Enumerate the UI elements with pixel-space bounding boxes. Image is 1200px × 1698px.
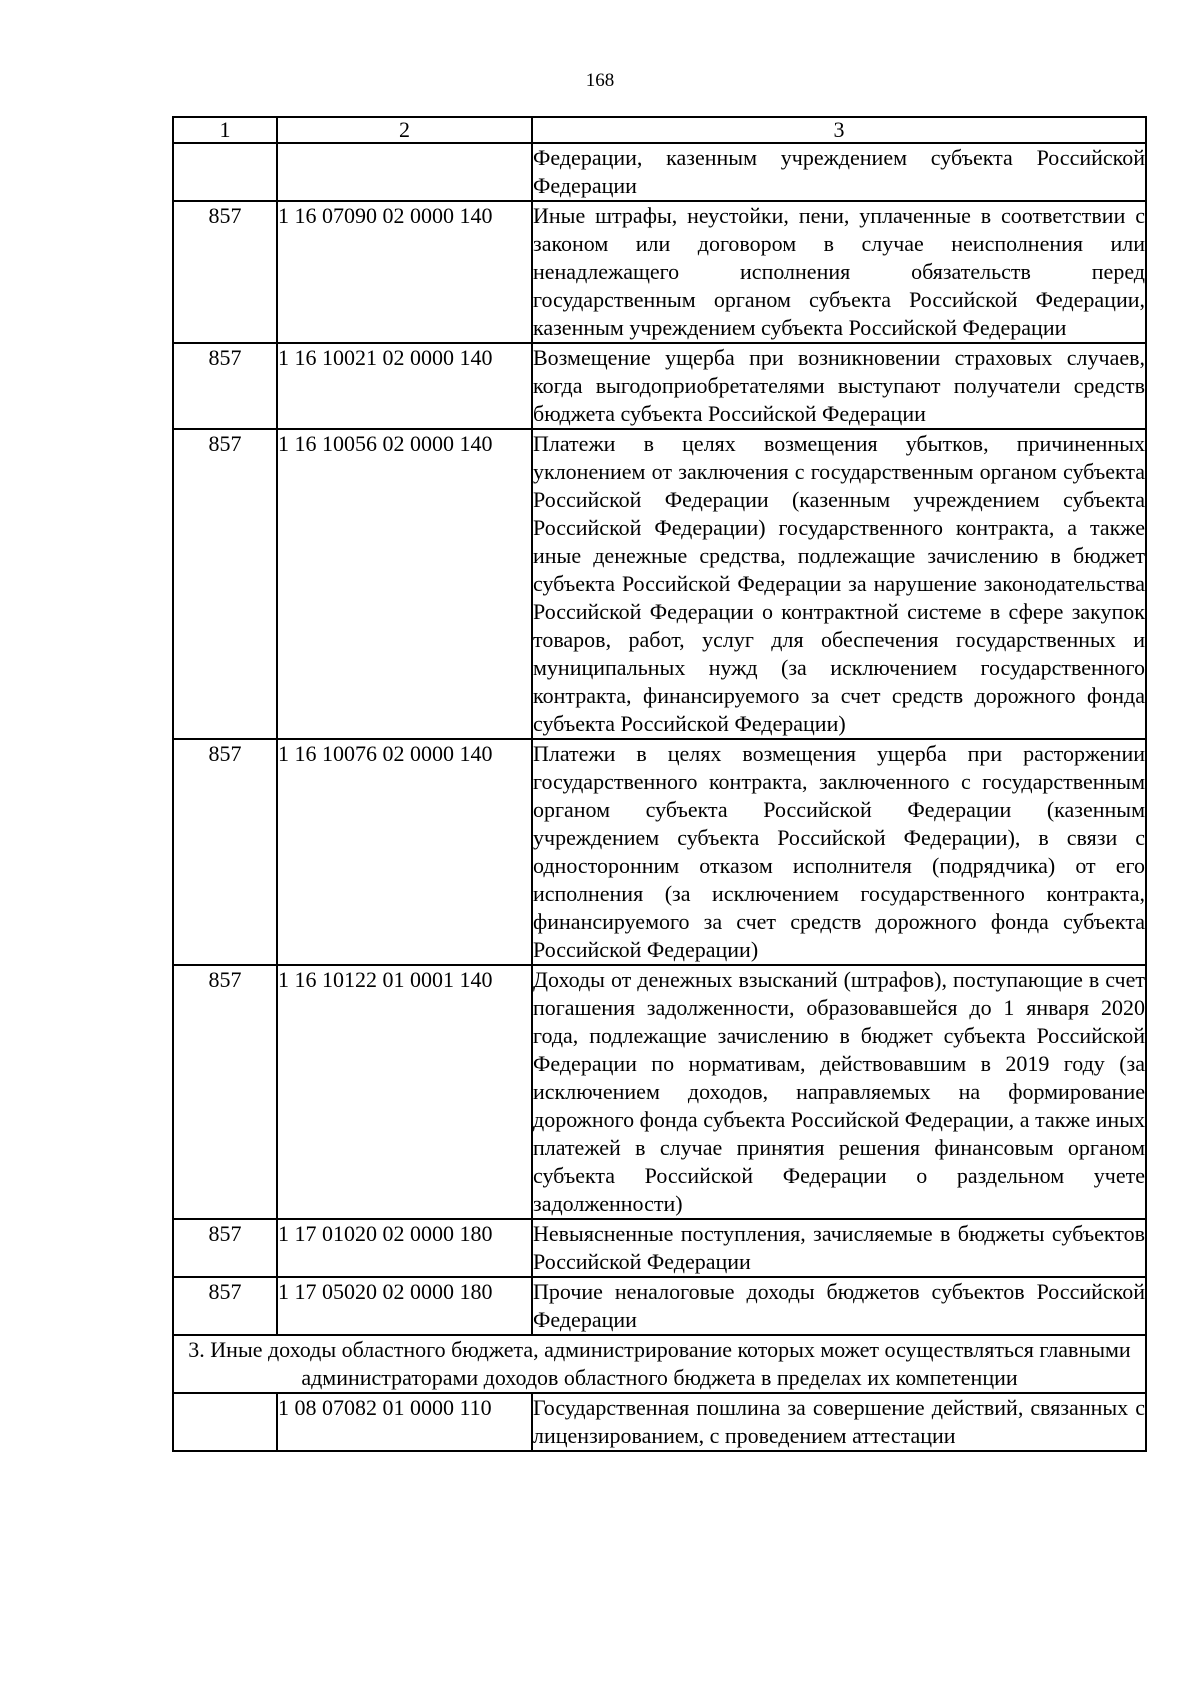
header-col-2: 2 xyxy=(277,117,532,143)
revenue-codes-table xyxy=(172,116,1147,1452)
admin-code-cell xyxy=(173,1393,277,1451)
table-row xyxy=(173,965,1146,1219)
header-col-3: 3 xyxy=(532,117,1146,143)
section-title: 3. Иные доходы областного бюджета, администрирование которых может осуществляться главными администраторами доходов областного бюджета в пределах их компетенции xyxy=(173,1335,1146,1393)
table-row xyxy=(173,201,1146,343)
description-cell: Возмещение ущерба при возникновении страховых случаев, когда выгодоприобретателями выступают получатели средств бюджета субъекта Российской Федерации xyxy=(532,343,1146,429)
admin-code-cell: 857 xyxy=(173,343,277,429)
revenue-code-cell: 1 16 10122 01 0001 140 xyxy=(277,965,532,1219)
revenue-code-cell: 1 17 05020 02 0000 180 xyxy=(277,1277,532,1335)
description-cell: Платежи в целях возмещения ущерба при расторжении государственного контракта, заключенного с государственным органом субъекта Российской Федерации (казенным учреждением субъекта Российской Федерации), в связи с односторонним отказом исполнителя (подрядчика) от его исполнения (за исключением государственного контракта, финансируемого за счет средств дорожного фонда субъекта Российской Федерации) xyxy=(532,739,1146,965)
description-cell: Федерации, казенным учреждением субъекта Российской Федерации xyxy=(532,143,1146,201)
revenue-code-cell: 1 16 07090 02 0000 140 xyxy=(277,201,532,343)
revenue-code-cell: 1 16 10076 02 0000 140 xyxy=(277,739,532,965)
revenue-code-cell: 1 16 10021 02 0000 140 xyxy=(277,343,532,429)
description-cell: Доходы от денежных взысканий (штрафов), поступающие в счет погашения задолженности, образовавшейся до 1 января 2020 года, подлежащие зачислению в бюджет субъекта Российской Федерации по нормативам, действовавшим в 2019 году (за исключением доходов, направляемых на формирование дорожного фонда субъекта Российской Федерации, а также иных платежей в случае принятия решения финансовым органом субъекта Российской Федерации о раздельном учете задолженности) xyxy=(532,965,1146,1219)
header-col-1: 1 xyxy=(173,117,277,143)
description-cell: Иные штрафы, неустойки, пени, уплаченные в соответствии с законом или договором в случае неисполнения или ненадлежащего исполнения обязательств перед государственным органом субъекта Российской Федерации, казенным учреждением субъекта Российской Федерации xyxy=(532,201,1146,343)
description-cell: Прочие неналоговые доходы бюджетов субъектов Российской Федерации xyxy=(532,1277,1146,1335)
table-row xyxy=(173,739,1146,965)
revenue-code-cell: 1 08 07082 01 0000 110 xyxy=(277,1393,532,1451)
admin-code-cell: 857 xyxy=(173,201,277,343)
page-number: 168 xyxy=(585,70,615,91)
table-row xyxy=(173,143,1146,201)
table-row xyxy=(173,1219,1146,1277)
admin-code-cell: 857 xyxy=(173,739,277,965)
table-row xyxy=(173,429,1146,739)
table-header-row xyxy=(173,117,1146,143)
table-row xyxy=(173,1393,1146,1451)
revenue-code-cell: 1 17 01020 02 0000 180 xyxy=(277,1219,532,1277)
table-row xyxy=(173,343,1146,429)
admin-code-cell: 857 xyxy=(173,965,277,1219)
description-cell: Платежи в целях возмещения убытков, причиненных уклонением от заключения с государственным органом субъекта Российской Федерации (казенным учреждением субъекта Российской Федерации) государственного контракта, а также иные денежные средства, подлежащие зачислению в бюджет субъекта Российской Федерации за нарушение законодательства Российской Федерации о контрактной системе в сфере закупок товаров, работ, услуг для обеспечения государственных и муниципальных нужд (за исключением государственного контракта, финансируемого за счет средств дорожного фонда субъекта Российской Федерации) xyxy=(532,429,1146,739)
description-cell: Невыясненные поступления, зачисляемые в бюджеты субъектов Российской Федерации xyxy=(532,1219,1146,1277)
section-title-row xyxy=(173,1335,1146,1393)
revenue-code-cell: 1 16 10056 02 0000 140 xyxy=(277,429,532,739)
admin-code-cell: 857 xyxy=(173,1277,277,1335)
description-cell: Государственная пошлина за совершение действий, связанных с лицензированием, с проведением аттестации xyxy=(532,1393,1146,1451)
admin-code-cell: 857 xyxy=(173,1219,277,1277)
table-row xyxy=(173,1277,1146,1335)
revenue-code-cell xyxy=(277,143,532,201)
admin-code-cell: 857 xyxy=(173,429,277,739)
admin-code-cell xyxy=(173,143,277,201)
